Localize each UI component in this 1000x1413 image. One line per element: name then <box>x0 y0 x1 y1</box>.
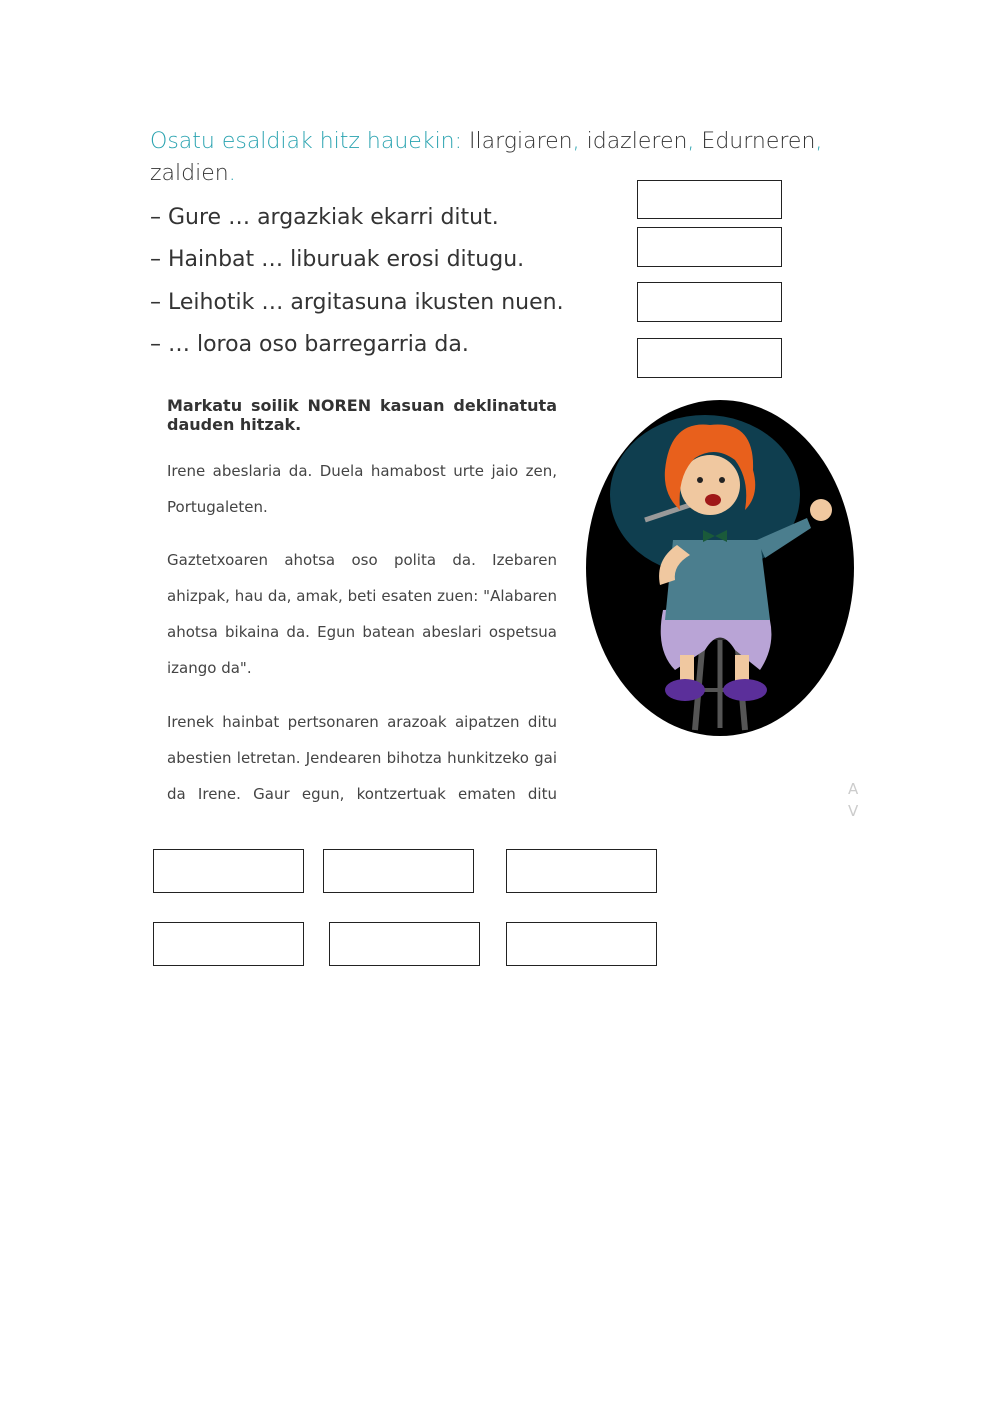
mark-box-6[interactable] <box>506 922 657 966</box>
mark-box-1[interactable] <box>153 849 304 893</box>
mark-box-2[interactable] <box>323 849 474 893</box>
sentence-1: – Gure … argazkiak ekarri ditut. <box>150 205 499 230</box>
instruction-lead: Osatu esaldiak hitz hauekin: <box>150 129 463 154</box>
paragraph-3: Irenek hainbat pertsonaren arazoak aipatzen ditu abestien letretan. Jendearen bihotza hunkitzeko gai da Irene. Gaur egun, kontzertuak ematen ditu <box>167 713 557 803</box>
exercise2-instruction: Markatu soilik NOREN kasuan deklinatuta dauden hitzak. <box>167 396 557 434</box>
paragraph-1: Irene abeslaria da. Duela hamabost urte jaio zen, Portugaleten. <box>167 462 557 516</box>
paragraph-2: Gaztetxoaren ahotsa oso polita da. Izebaren ahizpak, hau da, amak, beti esaten zuen: "Alabaren ahotsa bikaina da. Egun batean abeslari ospetsua izango da". <box>167 551 557 677</box>
exercise1-instruction: Osatu esaldiak hitz hauekin: Ilargiaren, idazleren, Edurneren, zaldien. <box>150 129 823 186</box>
mark-box-5[interactable] <box>329 922 480 966</box>
sentence-2: – Hainbat … liburuak erosi ditugu. <box>150 247 525 272</box>
word-option: zaldien <box>150 161 229 186</box>
answer-box-2[interactable] <box>637 227 782 267</box>
word-option: Ilargiaren <box>469 129 573 154</box>
word-option: idazleren <box>586 129 688 154</box>
singer-illustration-icon <box>585 400 855 745</box>
answer-box-4[interactable] <box>637 338 782 378</box>
mark-box-4[interactable] <box>153 922 304 966</box>
sentence-4: – … loroa oso barregarria da. <box>150 332 469 357</box>
answer-box-1[interactable] <box>637 180 782 219</box>
truncated-side-text: A V <box>848 780 859 820</box>
word-option: Edurneren <box>701 129 816 154</box>
answer-box-3[interactable] <box>637 282 782 322</box>
sentence-3: – Leihotik … argitasuna ikusten nuen. <box>150 290 564 315</box>
mark-box-3[interactable] <box>506 849 657 893</box>
